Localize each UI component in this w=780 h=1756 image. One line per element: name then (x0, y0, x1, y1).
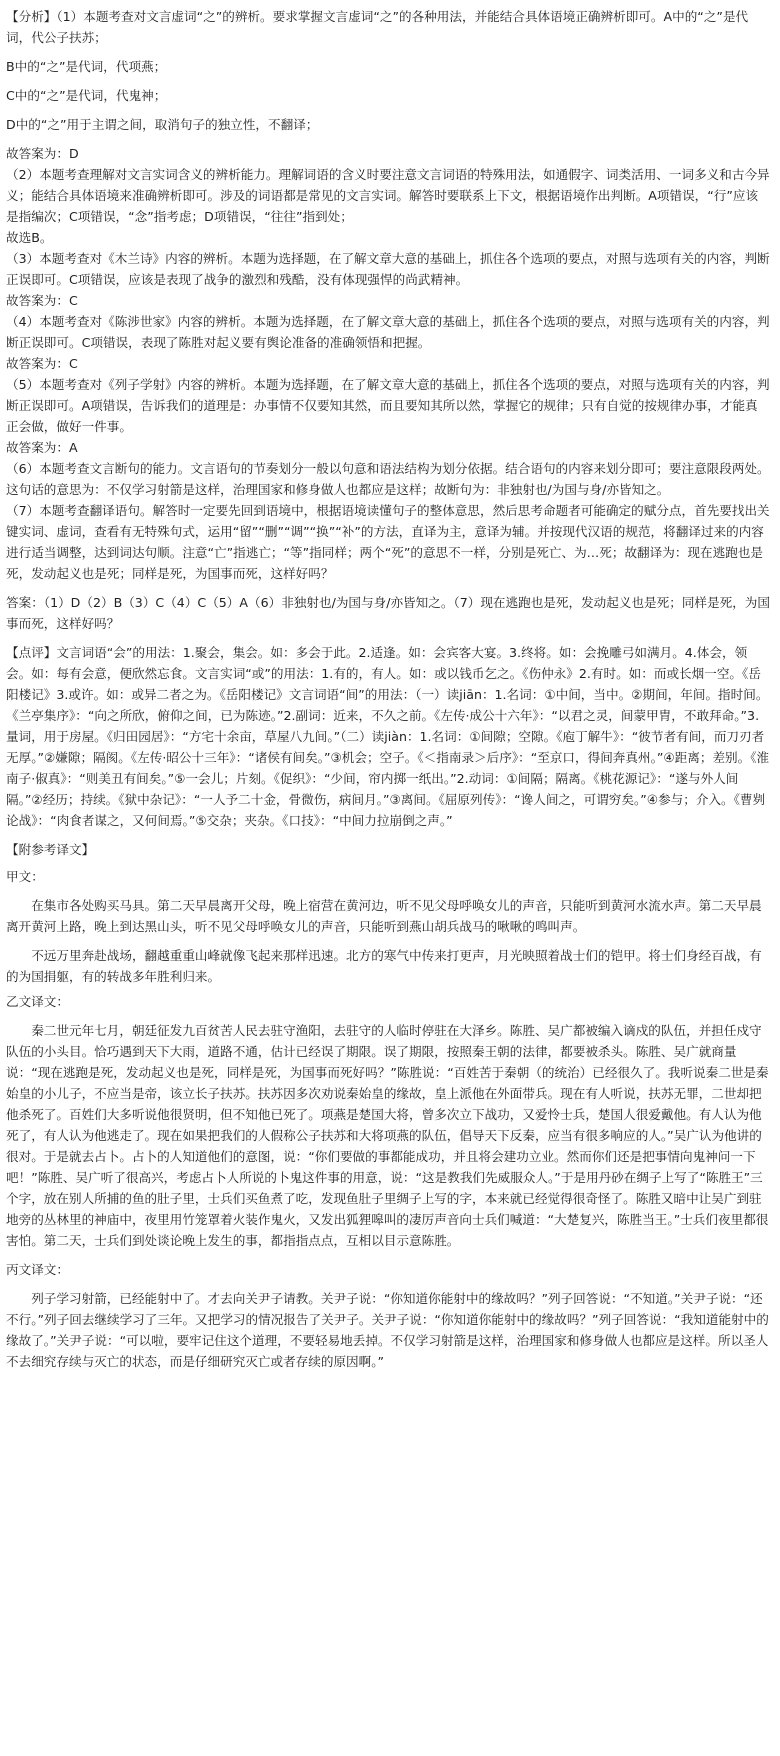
analysis-intro: 【分析】（1）本题考查对文言虚词“之”的辨析。要求掌握文言虚词“之”的各种用法，并能结合具体语境正确辨析即可。A中的“之”是代词，代公子扶苏； (6, 9, 749, 45)
translation-jia-p1: 在集市各处购买马具。第二天早晨离开父母，晚上宿营在黄河边，听不见父母呼唤女儿的声音，只能听到黄河水流水声。第二天早晨离开黄河上路，晚上到达黑山头，听不见父母呼唤女儿的声音，只能听到燕山胡兵战马的啾啾的鸣叫声。 (6, 898, 762, 934)
analysis-q5: （5）本题考查对《列子学射》内容的辨析。本题为选择题，在了解文章大意的基础上，抓住各个选项的要点，对照与选项有关的内容，判断正误即可。A项错误，告诉我们的道理是：办事情不仅要知其然，而且要知其所以然，掌握它的规律；只有自觉的按规律办事，才能真正会做，做好一件事。 (6, 377, 770, 434)
answer-summary: 答案：（1）D（2）B（3）C（4）C（5）A（6）非独射也/为国与身/亦皆知之。（7）现在逃跑也是死，发动起义也是死；同样是死，为国事而死，这样好吗？ (6, 595, 770, 631)
analysis-answer-2: 故选B。 (6, 230, 53, 245)
analysis-option-c: C中的“之”是代词，代鬼神； (6, 88, 167, 103)
analysis-answer-4: 故答案为：C (6, 356, 78, 371)
analysis-q6: （6）本题考查文言断句的能力。文言语句的节奏划分一般以句意和语法结构为划分依据。结合语句的内容来划分即可；要注意限段两处。这句话的意思为：不仅学习射箭是这样，治理国家和修身做人也都应是这样；故断句为：非独射也/为国与身/亦皆知之。 (6, 461, 770, 497)
translation-heading: 【附参考译文】 (6, 842, 95, 857)
analysis-q2: （2）本题考查理解对文言实词含义的辨析能力。理解词语的含义时要注意文言词语的特殊用法，如通假字、词类活用、一词多义和古今异义；能结合具体语境来准确辨析即可。涉及的词语都是常见的文言实词。解答时要联系上下文，根据语境作出判断。A项错误，“行”应该是指编次；C项错误，“念”指考虑；D项错误，“往往”指到处； (6, 167, 770, 224)
analysis-option-d: D中的“之”用于主谓之间，取消句子的独立性，不翻译； (6, 117, 319, 132)
comment-section: 【点评】文言词语“会”的用法：1.聚会，集会。如：多会于此。2.适逢。如：会宾客大宴。3.终将。如：会挽雕弓如满月。4.体会，领会。如：每有会意，便欣然忘食。文言实词“或”的用法：1.有的，有人。如：或以钱币乞之。《伤仲永》2.有时。如：而或长烟一空。《岳阳楼记》3.或许。如：或异二者之为。《岳阳楼记》文言词语“间”的用法：（一）读jiān：1.名词：①中间，当中。②期间，年间。指时间。《兰亭集序》：“向之所欣，俯仰之间，已为陈迹。”2.副词：近来，不久之前。《左传·成公十六年》：“以君之灵，间蒙甲胄，不敢拜命。”3.量词，用于房屋。《归田园居》：“方宅十余亩，草屋八九间。”（二）读jiàn：1.名词：①间隙；空隙。《庖丁解牛》：“彼节者有间，而刀刃者无厚。”②嫌隙；隔阂。《左传·昭公十三年》：“诸侯有间矣。”③机会；空子。《＜指南录＞后序》：“至京口，得间奔真州。”④距离；差别。《淮南子·俶真》：“则美丑有间矣。”⑤一会儿；片刻。《促织》：“少间，帘内掷一纸出。”2.动词：①间隔；隔离。《桃花源记》：“遂与外人间隔。”②经历；持续。《狱中杂记》：“一人予二十金，骨微伤，病间月。”③离间。《屈原列传》：“谗人间之，可谓穷矣。”④参与；介入。《曹刿论战》：“肉食者谋之，又何间焉。”⑤交杂；夹杂。《口技》：“中间力拉崩倒之声。” (6, 645, 770, 828)
analysis-q4: （4）本题考查对《陈涉世家》内容的辨析。本题为选择题，在了解文章大意的基础上，抓住各个选项的要点，对照与选项有关的内容，判断正误即可。C项错误，表现了陈胜对起义要有舆论准备的准确领悟和把握。 (6, 314, 770, 350)
translation-yi-label: 乙文译文： (6, 994, 69, 1009)
analysis-option-b: B中的“之”是代词，代项燕； (6, 59, 167, 74)
translation-bing-label: 丙文译文： (6, 1262, 69, 1277)
translation-jia-p2: 不远万里奔赴战场，翻越重重山峰就像飞起来那样迅速。北方的寒气中传来打更声，月光映照着战士们的铠甲。将士们身经百战，有的为国捐躯，有的转战多年胜利归来。 (6, 948, 762, 984)
translation-jia-label: 甲文： (6, 869, 44, 884)
translation-bing-p1: 列子学习射箭，已经能射中了。才去向关尹子请教。关尹子说：“你知道你能射中的缘故吗？”列子回答说：“不知道。”关尹子说：“还不行。”列子回去继续学习了三年。又把学习的情况报告了关尹子。关尹子说：“你知道你能射中的缘故吗？”列子回答说：“我知道能射中的缘故了。”关尹子说：“可以啦，要牢记住这个道理，不要轻易地丢掉。不仅学习射箭是这样，治理国家和修身做人也都应是这样。所以圣人不去细究存续与灭亡的状态，而是仔细研究灭亡或者存续的原因啊。” (6, 1291, 769, 1369)
analysis-answer-3: 故答案为：C (6, 293, 78, 308)
translation-yi-p1: 秦二世元年七月，朝廷征发九百贫苦人民去驻守渔阳，去驻守的人临时停驻在大泽乡。陈胜、吴广都被编入谪戍的队伍，并担任戍守队伍的小头目。恰巧遇到天下大雨，道路不通，估计已经误了期限。误了期限，按照秦王朝的法律，都要被杀头。陈胜、吴广就商量说：“现在逃跑是死，发动起义也是死，同样是死，为国事而死好吗？”陈胜说：“百姓苦于秦朝（的统治）已经很久了。我听说秦二世是秦始皇的小儿子，不应当是帝，该立长子扶苏。扶苏因多次劝说秦始皇的缘故，皇上派他在外面带兵。现在有人听说，扶苏无罪，二世却把他杀死了。百姓们大多听说他很贤明，但不知他已死了。项燕是楚国大将，曾多次立下战功，又爱怜士兵，楚国人很爱戴他。有人认为他死了，有人认为他逃走了。现在如果把我们的人假称公子扶苏和大将项燕的队伍，倡导天下反秦，应当有很多响应的人。”吴广认为他讲的很对。于是就去占卜。占卜的人知道他们的意图，说：“你们要做的事都能成功，并且将会建功立业。然而你们还是把事情向鬼神问一下吧！”陈胜、吴广听了很高兴，考虑占卜人所说的卜鬼这件事的用意，说：“这是教我们先威服众人。”于是用丹砂在绸子上写了“陈胜王”三个字，放在别人所捕的鱼的肚子里，士兵们买鱼煮了吃，发现鱼肚子里绸子上写的字，本来就已经觉得很奇怪了。陈胜又暗中让吴广到驻地旁的丛林里的神庙中，夜里用竹笼罩着火装作鬼火，又发出狐狸嗥叫的凄厉声音向士兵们喊道：“大楚复兴，陈胜当王。”士兵们夜里都很害怕。第二天，士兵们到处谈论晚上发生的事，都指指点点，互相以目示意陈胜。 (6, 1023, 769, 1248)
analysis-q7: （7）本题考查翻译语句。解答时一定要先回到语境中，根据语境读懂句子的整体意思，然后思考命题者可能确定的赋分点，首先要找出关键实词、虚词，查看有无特殊句式，运用“留”“删”“调”“换”“补”的方法，直译为主，意译为辅。并按现代汉语的规范，将翻译过来的内容进行适当调整，达到词达句顺。注意“亡”指逃亡；“等”指同样；两个“死”的意思不一样，分别是死亡、为…死；故翻译为：现在逃跑也是死，发动起义也是死；同样是死，为国事而死，这样好吗？ (6, 503, 770, 581)
analysis-answer-5: 故答案为：A (6, 440, 78, 455)
analysis-q3: （3）本题考查对《木兰诗》内容的辨析。本题为选择题，在了解文章大意的基础上，抓住各个选项的要点，对照与选项有关的内容，判断正误即可。C项错误，应该是表现了战争的激烈和残酷，没有体现强悍的尚武精神。 (6, 251, 770, 287)
analysis-answer-1: 故答案为：D (6, 146, 79, 161)
